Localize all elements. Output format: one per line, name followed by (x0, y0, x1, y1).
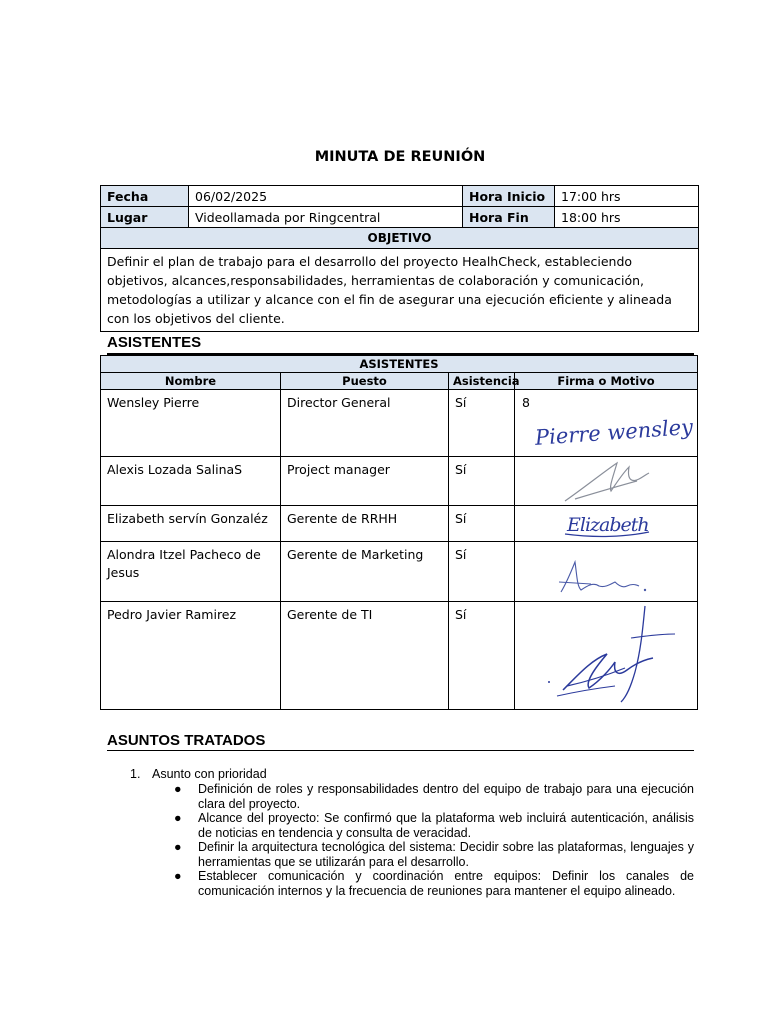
svg-text:Elizabeth: Elizabeth (567, 514, 649, 536)
fecha-value: 06/02/2025 (189, 186, 463, 207)
asuntos-heading: ASUNTOS TRATADOS (107, 732, 694, 751)
attendees-table-title: ASISTENTES (101, 356, 698, 373)
signature-cell (515, 602, 698, 710)
hora-inicio-value: 17:00 hrs (555, 186, 699, 207)
attendee-role: Project manager (281, 457, 449, 506)
signature-image (515, 457, 698, 506)
asuntos-list (130, 766, 694, 898)
bullet-icon: ● (174, 782, 182, 796)
list-item (130, 869, 694, 898)
table-row (101, 390, 698, 457)
asistentes-heading: ASISTENTES (107, 334, 694, 355)
attendee-attendance: Sí (449, 457, 515, 506)
objetivo-heading: OBJETIVO (101, 228, 699, 249)
attendee-name: Wensley Pierre (101, 390, 281, 457)
signature-cell (515, 542, 698, 602)
list-item (130, 782, 694, 811)
attendee-attendance: Sí (449, 390, 515, 457)
bullet-list (130, 782, 694, 898)
lugar-label: Lugar (101, 207, 189, 228)
bullet-icon: ● (174, 840, 182, 854)
attendee-role: Director General (281, 390, 449, 457)
table-row (101, 506, 698, 542)
hora-fin-value: 18:00 hrs (555, 207, 699, 228)
attendee-attendance: Sí (449, 542, 515, 602)
bullet-icon: ● (174, 869, 182, 883)
attendee-name: Alondra Itzel Pacheco de Jesus (101, 542, 281, 602)
attendee-name: Pedro Javier Ramirez (101, 602, 281, 710)
signature-image (515, 390, 698, 457)
attendee-role: Gerente de Marketing (281, 542, 449, 602)
attendee-role: Gerente de RRHH (281, 506, 449, 542)
bullet-text: Alcance del proyecto: Se confirmó que la plataforma web incluirá autenticación, análisis de noticias en tendencia y consulta de veracidad. (198, 811, 694, 840)
fecha-label: Fecha (101, 186, 189, 207)
hora-inicio-label: Hora Inicio (463, 186, 555, 207)
svg-text:Pierre wensley: Pierre wensley (534, 414, 694, 450)
column-header-firma: Firma o Motivo (515, 373, 698, 390)
table-row (101, 542, 698, 602)
item-title: Asunto con prioridad (152, 767, 267, 781)
attendees-table (100, 355, 698, 710)
attendee-attendance: Sí (449, 506, 515, 542)
list-item (130, 766, 694, 782)
column-header-asistencia: Asistencia (449, 373, 515, 390)
column-header-nombre: Nombre (101, 373, 281, 390)
table-row (101, 602, 698, 710)
attendee-role: Gerente de TI (281, 602, 449, 710)
signature-cell (515, 506, 698, 542)
lugar-value: Videollamada por Ringcentral (189, 207, 463, 228)
signature-cell (515, 457, 698, 506)
signature-image (515, 506, 698, 542)
item-number: 1. (130, 767, 141, 781)
bullet-text: Establecer comunicación y coordinación entre equipos: Definir los canales de comunicación internos y la frecuencia de reuniones para mantener el equipo alineado. (198, 869, 694, 898)
attendee-name: Alexis Lozada SalinaS (101, 457, 281, 506)
signature-image (515, 542, 698, 602)
signature-image (515, 602, 698, 710)
column-header-puesto: Puesto (281, 373, 449, 390)
list-item (130, 840, 694, 869)
bullet-icon: ● (174, 811, 182, 825)
hora-fin-label: Hora Fin (463, 207, 555, 228)
table-row (101, 457, 698, 506)
bullet-text: Definición de roles y responsabilidades dentro del equipo de trabajo para una ejecución clara del proyecto. (198, 782, 694, 811)
bullet-text: Definir la arquitectura tecnológica del sistema: Decidir sobre las plataformas, lenguajes y herramientas que se utilizarán para el desarrollo. (198, 840, 694, 869)
meeting-info-table (100, 185, 699, 332)
attendee-name: Elizabeth servín Gonzaléz (101, 506, 281, 542)
list-item (130, 811, 694, 840)
signature-cell (515, 390, 698, 457)
objetivo-text: Definir el plan de trabajo para el desarrollo del proyecto HealhCheck, estableciendo objetivos, alcances,responsabilidades, herramientas de colaboración y comunicación, metodologías a utilizar y alcance con el fin de asegurar una ejecución eficiente y alineada con los objetivos del cliente. (101, 249, 699, 332)
document-title: MINUTA DE REUNIÓN (314, 149, 486, 165)
attendee-attendance: Sí (449, 602, 515, 710)
signature-note: 8 (522, 395, 530, 410)
